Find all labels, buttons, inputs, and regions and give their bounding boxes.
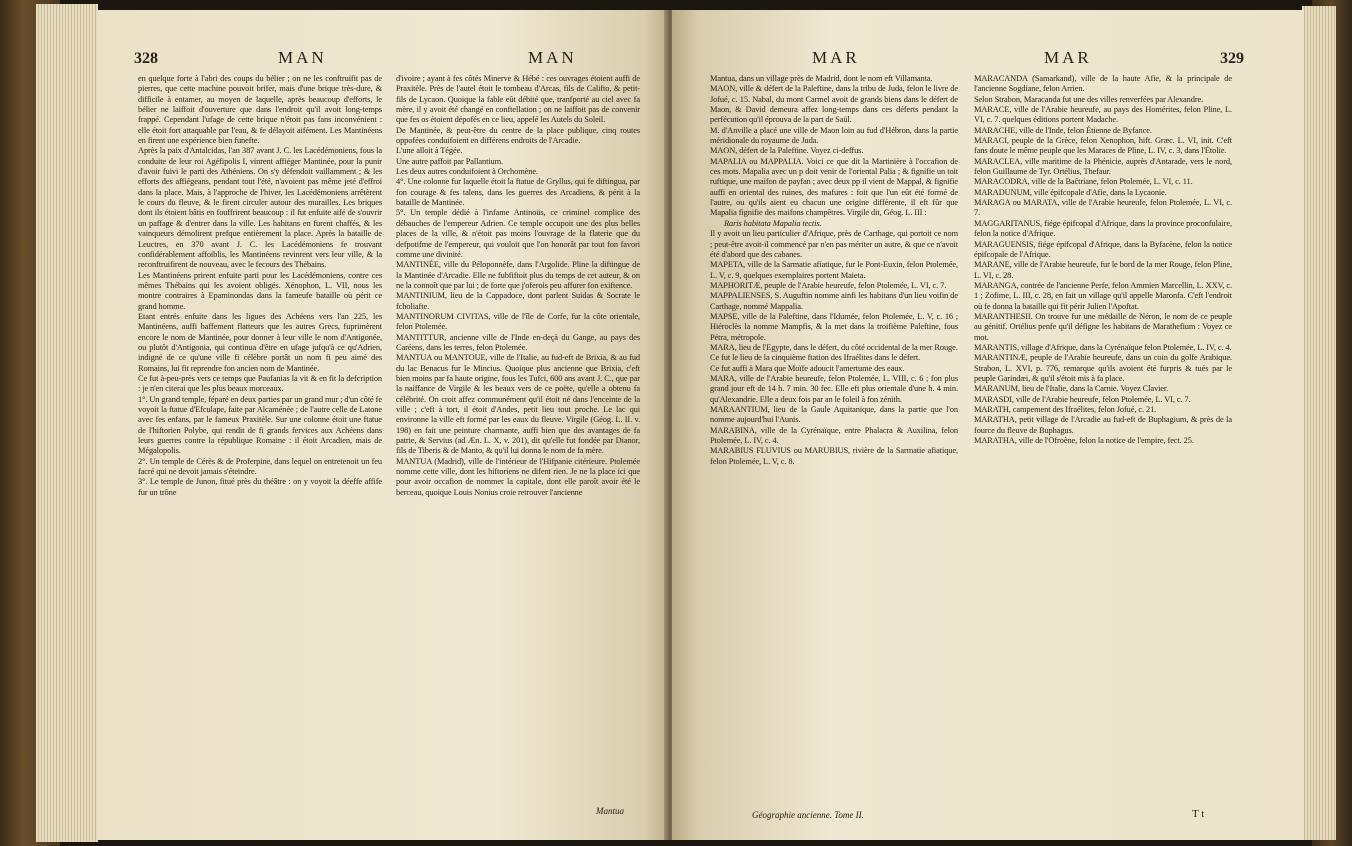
running-head: MAR — [1044, 48, 1092, 67]
paragraph: MARABIUS FLUVIUS ou MARUBIUS, rivière de la Sarmatie afiatique, felon Ptolemée, L. V, c. 8. — [710, 446, 958, 466]
paragraph: MAPSE, ville de la Paleftine, dans l'Idumée, felon Ptolemée, L. V, c. 16 ; Hiéroclès la nomme Mampfis, & la met dans la troifième Paleftine, fous Pétra, métropole. — [710, 311, 958, 342]
paragraph: MANTUA (Madrid), ville de l'intérieur de l'Hifpanie citérieure. Ptolemée nomme cette ville, dont les hiftoriens ne difent rien. Je ne la place ici que pour avoir occafion de nommer la capitale, dont elle paroît avoir été le berceau, quoique Louis Nonius croie retrouver l'ancienne — [396, 456, 640, 497]
paragraph: MARAGA ou MARATA, ville de l'Arabie heureufe, felon Ptolemée, L. VI, c. 7. — [974, 198, 1232, 218]
paragraph: 4°. Une colonne fur laquelle étoit la ftatue de Gryllus, qui fe diftingua, par fon courage & fes talens, dans les guerres des Arcadiens, & périt à la bataille de Mantinée. — [396, 177, 640, 208]
paragraph: MAPHORITÆ, peuple de l'Arabie heureufe, felon Ptolemée, L. VI, c. 7. — [710, 280, 947, 290]
paragraph: MARAGUENSIS, fiége épifcopal d'Afrique, dans la Byfacène, felon la notice épifcopale de l'Afrique. — [974, 239, 1232, 259]
text-column-2 — [396, 74, 640, 498]
paragraph: MARANTIS, village d'Afrique, dans la Cyrénaïque felon Ptolemée, L. IV, c. 4. — [974, 342, 1232, 352]
paragraph: MARAANTIUM, lieu de la Gaule Aquitanique, dans la partie que l'on nomme aujourd'hui l'Aunis. — [710, 405, 958, 425]
page-edges-left — [36, 4, 98, 842]
paragraph: 3°. Le temple de Junon, fitué près du théâtre : on y voyoit la déeffe affife fur un trône — [138, 477, 382, 497]
paragraph: MARACODRA, ville de la Baĉtriane, felon Ptolemée, L. VI, c. 11. — [974, 177, 1193, 187]
paragraph: MARATH, campement des Ifraélites, felon Jofué, c. 21. — [974, 405, 1157, 414]
paragraph: MARATHA, petit village de l'Arcadie au fud-eft de Buphagium, & près de la fource du fleuve de Buphagus. — [974, 415, 1232, 435]
paragraph: MARANTHESII. On trouve fur une médaille de Néron, le nom de ce peuple au génitif. Ortélius penfe qu'il défigne les habitans de Marathefium : Voyez ce mot. — [974, 311, 1232, 342]
paragraph: Une autre paffoit par Pallantium. — [396, 156, 504, 166]
paragraph: 2°. Un temple de Cérès & de Proferpine, dans lequel on entretenoit un feu facré qui ne devoit jamais s'éteindre. — [138, 456, 382, 477]
paragraph: MARABINA, ville de la Cyrénaïque, entre Phalacra & Auxilina, felon Ptolemée, L. IV, c. 4. — [710, 425, 958, 446]
paragraph: MANTINORUM CIVITAS, ville de l'île de Corfe, fur la côte orientale, felon Ptolemée. — [396, 311, 640, 332]
paragraph: MARANTINÆ, peuple de l'Arabie heureufe, dans un coin du golfe Arabique. Strabon, L. XVI, p. 776, remarque qu'ils avoient été furpris & tués par le peuple Garindæi, & qu'il s'étoit mis à fa place. — [974, 353, 1232, 383]
paragraph: MAPALIA ou MAPPALIA. Voici ce que dit la Martinière à l'occafion de ces mots. Mapalia avec un p doit venir de l'oriental Palia ; & fignifie un toit ruftique, une maifon de payfan ; avec deux pp il vient de Mappal, & fignifie auffi en oriental des ruines, des mafures : foit que l'un eût été formé de l'autre, ou qu'ils aient eu chacun une origine différente, il eft fûr que Mapalia fignifie des maifons champêtres. Virgile dit, Géog. L. III : — [710, 156, 958, 218]
paragraph: MARACE, ville de l'Arabie heureufe, au pays des Homérites, felon Pline, L. VI, c. 7. quelques éditions portent Madache. — [974, 105, 1232, 125]
paragraph: Ce fut le lieu de la cinquième ftation des Ifraélites dans le défert. — [710, 353, 921, 363]
paragraph: MARACLEA, ville maritime de la Phénicie, auprès d'Antarade, vers le nord, felon Guillaume de Tyr. Ortélius, Thefaur. — [974, 156, 1232, 177]
paragraph: MANTINIUM, lieu de la Cappadoce, dont parlent Suidas & Socrate le fcholiafte. — [396, 291, 640, 311]
paragraph: MARANGA, contrée de l'ancienne Perfe, felon Ammien Marcellin, L. XXV, c. 1 ; Zofime, L. III, c. 28, en fait un village qu'il appelle Maronfa. C'eft l'endroit où fe donna la bataille qui fit périr Julien l'Apoftat. — [974, 280, 1232, 311]
left-page — [98, 10, 668, 840]
paragraph: MARACHE, ville de l'Inde, felon Étienne de Byfance. — [974, 125, 1152, 135]
paragraph: MARACANDA (Samarkand), ville de la haute Afie, & la principale de l'ancienne Sogdiane, felon Arrien. — [974, 74, 1232, 94]
paragraph: MARA, ville de l'Arabie heureufe, felon Ptolemée, L. VIII, c. 6 ; fon plus grand jour eft de 14 h. 7 min. 30 fec. Elle eft plus orientale d'une h. 4 min. qu'Alexandrie. Elle a deux fois par an le foleil à fon zénith. — [710, 373, 958, 404]
paragraph: MARANE, ville de l'Arabie heureufe, fur le bord de la mer Rouge, felon Pline, L. VI, c. 28. — [974, 260, 1232, 280]
catchword: Mantua — [596, 806, 624, 816]
paragraph: MARA, lieu de l'Egypte, dans le défert, du côté occidental de la mer Rouge. — [710, 342, 958, 352]
paragraph: MANTITTUR, ancienne ville de l'Inde en-deçà du Gange, au pays des Caréens, dans les terres, felon Ptolemée. — [396, 332, 640, 352]
running-head: MAN — [278, 48, 327, 67]
paragraph: De Mantinée, & peut-être du centre de la place publique, cinq routes oppofées conduifoient en différens endroits de l'Arcadie. — [396, 125, 640, 146]
paragraph: en quelque forte à l'abri des coups du bélier ; on ne les conftruifit pas de pierres, que cette machine pouvoit brifer, mais d'une brique très-dure, & difficile à entamer, au moyen de laquelle, après beaucoup d'efforts, le bélier ne laiffoit d'ouverture que dans l'endroit qu'il avoit long-temps frappé. Cependant l'ufage de cette brique n'étoit pas fans inconvénient : elle étoit fort attaquable par l'eau, & fe délayoit aifément. Les Mantinéens en firent une expérience bien funefte. — [138, 74, 382, 146]
paragraph: MANTUA ou MANTOUE, ville de l'Italie, au fud-eft de Brixia, & au fud du lac Benacus fur le Mincius. Quoique plus ancienne que Brixia, c'eft bien moins par fa haute origine, fous les Tufci, 600 ans avant J. C., que par la naiffance de Virgile & les beaux vers de ce poëte, qu'elle a obtenu fa célébrité. On croit affez communément qu'il étoit né dans l'enceinte de la ville ; c'eft à tort, il étoit d'Andes, petit lieu tout proche. Le lac qui environne la ville eft formé par les eaux du fleuve. Virgile (Géog. L. II. v. 198) en fait une peinture charmante, auffi bien que des avantages de fa patrie, & Servius (ad Æn. L. X, v. 201), dit qu'elle fut fondée par Dianor, fils de Tiberis & de Manto, & qu'il lui donna le nom de fa mère. — [396, 353, 640, 456]
paragraph: Etant entrés enfuite dans les ligues des Achéens vers l'an 225, les Mantinéens, auffi baffement flatteurs que les autres Grecs, fuprimèrent encore le nom de Mantinée, pour donner à leur ville le nom d'Antigonée, ou plutôt d'Antigonia, qui continua d'être en ufage jufqu'à ce qu'Adrien, indigné de ce qu'une ville fi célèbre portât un nom fi peu aimé des Romains, lui fit reprendre fon ancien nom de Mantinée. — [138, 311, 382, 373]
paragraph: MARADUNUM, ville épifcopale d'Afie, dans la Lycaonie. — [974, 187, 1167, 197]
footer-title: Géographie ancienne. Tome II. — [752, 810, 864, 820]
paragraph: MAON, ville & défert de la Paleftine, dans la tribu de Juda, felon le livre de Jofué, c. 15. Nabal, du mont Carmel avoit de grands biens dans le défert de Maon, & David demeura affez long-temps dans ces déferts pendant la perfécution qu'il éprouva de la part de Saül. — [710, 84, 958, 125]
paragraph: Les deux autres conduifoient à Orchomène. — [396, 167, 538, 177]
page-number: 328 — [134, 50, 158, 67]
paragraph: MAPPALIENSES, S. Auguftin nomme ainfi les habitans d'un lieu voifin de Carthage, nommé Mappalia. — [710, 291, 958, 311]
paragraph: 5°. Un temple dédié à l'infame Antinoüs, ce criminel complice des débauches de l'empereur Adrien. Ce temple occupoit une des plus belles places de la ville, & n'étoit pas moins l'ouvrage de la flaterie que du defpotifme de l'empereur, qui vouloit que l'on honorât par tout fon favori comme une divinité. — [396, 208, 640, 259]
paragraph: d'ivoire ; ayant à fes côtés Minerve & Hébé : ces ouvrages étoient auffi de Praxitèle. Près de l'autel étoit le tombeau d'Arcas, fils de Califto, & petit-fils de Lycaon. Quoique la fable eût débité que, tranfporté au ciel avec fa mère, il y avoit été changé en conftellation ; on ne laiffoit pas de convenir que fes os étoient dépofés en ce lieu, appelé les Autels du Soleil. — [396, 74, 640, 125]
paragraph: Après la paix d'Antalcidas, l'an 387 avant J. C. les Lacédémoniens, fous la conduite de leur roi Agéfipolis I, vinrent affiéger Mantinée, pour la punir d'avoir fuivi le parti des Athéniens. On s'y défendoit vaillamment ; & les efforts des affiégeans, pendant tout l'été, n'avoient pas même jeté d'effroi dans la place. Mais, à l'approche de l'hiver, les Lacédémoniens arrêtèrent le cours du fleuve, & le firent circuler autour des murailles. Les briques dont ils étoient bâtis en fouffrirent beaucoup : il fut enfuite aifé de s'ouvrir un paffage & d'entrer dans la ville. Les habitans en furent chaffés, & les vainqueurs démolirent prefque entièrement la place. Après la bataille de Leuctres, en 370 avant J. C. les Lacédémoniens fe trouvant confidérablement affoiblis, les Mantinéens revinrent vers leur ville, & la reconftruifirent de nouveau, avec le fecours des Thébains. — [138, 146, 382, 270]
text-column-1 — [710, 74, 958, 467]
paragraph: MANTINÉE, ville du Péloponnèfe, dans l'Argolide. Pline la diftingue de la Mantinée d'Arcadie. Elle ne fubfiftoit plus du temps de cet auteur, & on ne la connoît que par lui ; de forte que j'oferois peu affurer fon exiftence. — [396, 260, 640, 290]
paragraph: MARATHA, ville de l'Ofroène, felon la notice de l'empire, fect. 25. — [974, 436, 1194, 446]
text-column-2 — [974, 74, 1232, 446]
running-head: MAR — [812, 48, 860, 67]
paragraph: MAON, défert de la Paleftine. Voyez ci-deffus. — [710, 146, 864, 156]
paragraph: Selon Strabon, Maracanda fut une des villes renverfées par Alexandre. — [974, 94, 1204, 104]
paragraph: Ce fut à-peu-près vers ce temps que Paufanias la vit & en fit la defcription : je n'en citerai que les plus beaux morceaux. — [138, 373, 382, 394]
running-head: MAN — [528, 48, 577, 67]
page-edges-right — [1302, 6, 1336, 840]
text-column-1 — [138, 74, 382, 498]
paragraph: MARANUM, lieu de l'Italie, dans la Carnie. Voyez Clavier. — [974, 384, 1169, 394]
right-page — [672, 10, 1304, 840]
paragraph: MAPETA, ville de la Sarmatie afiatique, fur le Pont-Euxin, felon Ptolemée, L. V, c. 9, quelques exemplaires portent Maieta. — [710, 260, 958, 280]
paragraph: M. d'Anville a placé une ville de Maon loin au fud d'Hébron, dans la partie méridionale du royaume de Juda. — [710, 125, 958, 146]
paragraph: Mantua, dans un village près de Madrid, dont le nom eft Villamanta. — [710, 74, 933, 83]
paragraph: MARASDI, ville de l'Arabie heureufe, felon Ptolemée, L. VI, c. 7. — [974, 394, 1191, 404]
paragraph: Raris habitata Mapalia tectis. — [724, 218, 822, 228]
paragraph: Les Mantinéens prirent enfuite parti pour les Lacédémoniens, contre ces mêmes Thébains qui les avoient obligés. Xénophon, L. VII, nous les montre contraires à Epaminondas dans la fameufe bataille où périt ce grand homme. — [138, 270, 382, 311]
paragraph: MAGGARITANUS, fiége épifcopal d'Afrique, dans la province proconfulaire, felon la notice d'Afrique. — [974, 218, 1232, 239]
paragraph: MARACI, peuple de la Grèce, felon Xenophon, hift. Græc. L. VI, init. C'eft fans doute le même peuple que les Maraces de Pline, L. IV, c. 3, dans l'Étolie. — [974, 136, 1232, 156]
signature-mark: T t — [1192, 808, 1205, 820]
paragraph: Il y avoit un lieu particulier d'Afrique, près de Carthage, qui portoit ce nom ; peut-être avoit-il commencé par n'en pas mériter un autre, & que ce n'avoit été d'abord que des cabanes. — [710, 229, 958, 259]
paragraph: L'une alloit à Tégée. — [396, 146, 463, 156]
paragraph: 1°. Un grand temple, féparé en deux parties par un grand mur ; d'un côté fe voyoit la ftatue d'Efculape, faite par Alcaménée ; de l'autre celle de Latone avec fes enfans, par le fameux Praxitèle. Sur une colonne étoit une ftatue de l'hiftorien Polybe, qui rendit de fi grands fervices aux Achéens dans leurs guerres contre la république Romaine : il étoit Arcadien, mais de Mégalopolis. — [138, 394, 382, 456]
page-number: 329 — [1220, 50, 1244, 67]
paragraph: Ce fut auffi à Mara que Moïfe adoucit l'amertume des eaux. — [710, 363, 905, 373]
